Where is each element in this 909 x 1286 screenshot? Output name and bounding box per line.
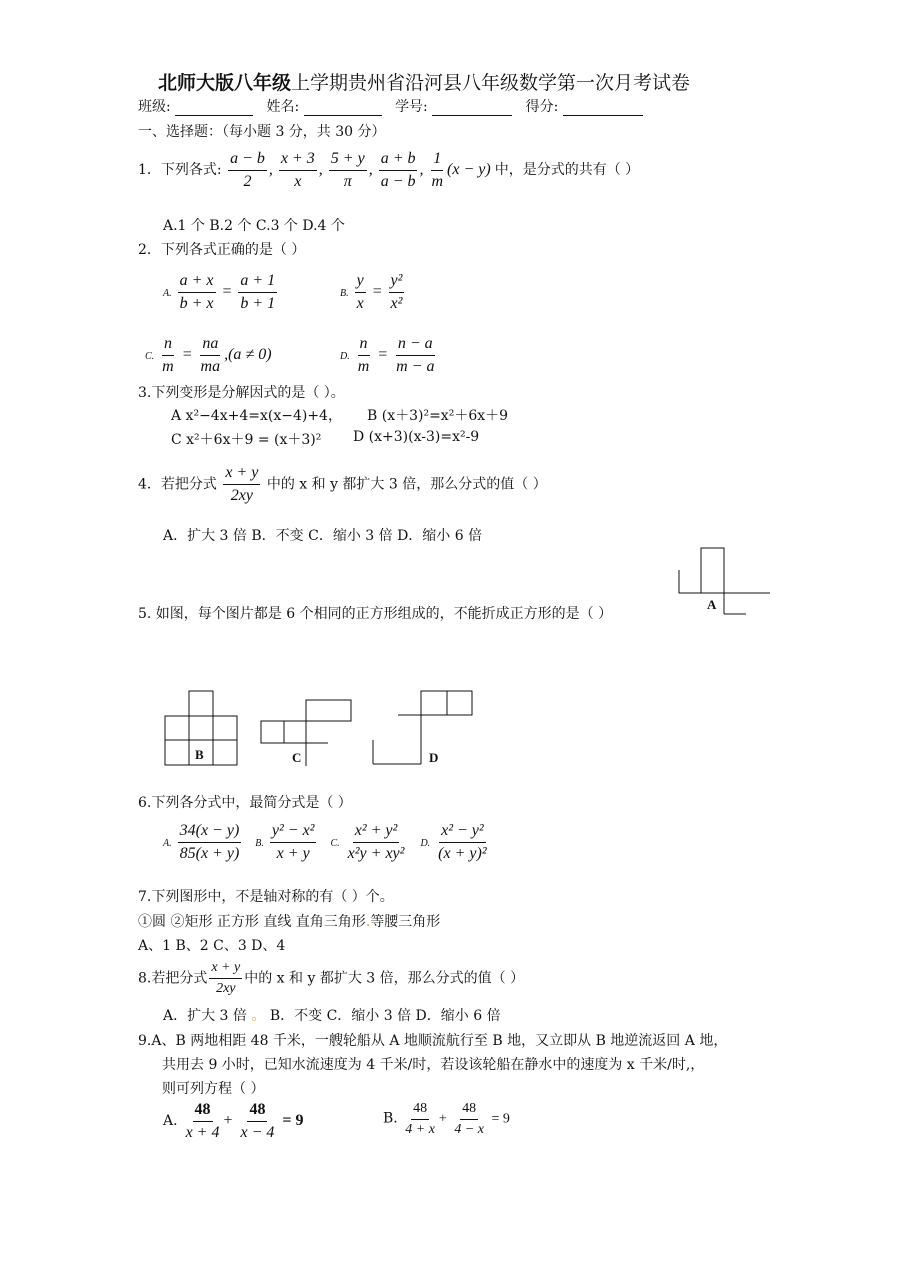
- q1-frac: $\frac{a - b}{2}$: [230, 150, 265, 190]
- id-label: 学号:: [395, 99, 428, 115]
- q6-frac-d: $\frac{\text{x² − y²}}{\text{(x + y)²}}$: [438, 822, 487, 862]
- name-label: 姓名:: [266, 99, 300, 115]
- title-bold: 北师大版八年级: [158, 72, 292, 94]
- q3-option-b: B (x＋3)²=x²＋6x＋9: [367, 408, 509, 424]
- q5-stem: 5. 如图，每个图片都是 6 个相同的正方形组成的，不能折成正方形的是（ ）: [138, 606, 613, 622]
- section-heading: 一、选择题：（每小题 3 分，共 30 分）: [138, 124, 386, 140]
- class-field[interactable]: [175, 101, 253, 116]
- q7-options: A、1 B、2 C、3 D、4: [138, 938, 286, 954]
- q6-frac-a: $\frac{34(x - y)}{85(x + y)}$: [179, 822, 240, 862]
- q7-stem: 7.下列图形中，不是轴对称的有（ ）个。: [138, 889, 394, 905]
- q1-tail: 中，是分式的共有（ ）: [494, 162, 640, 179]
- q8-fraction: $\frac{x + y}{2xy}$: [211, 960, 241, 996]
- q3-option-c: C x²＋6x＋9 = (x＋3)²: [171, 432, 322, 448]
- q6-stem: 6.下列各分式中，最简分式是（ ）: [138, 795, 352, 811]
- net-label-b: B: [195, 747, 204, 762]
- q1-row: [138, 150, 639, 191]
- q2-option-d: D. $\frac{n}{m}$ = $\frac{n - a}{m - a}$: [340, 335, 435, 375]
- q1-frac: $\frac{x + 3}{x}$: [280, 150, 315, 190]
- net-label-a: A: [707, 597, 717, 612]
- q7-items: ①圆 ②矩形 正方形 直线 直角三角形.等腰三角形: [138, 914, 441, 930]
- net-label-d: D: [429, 750, 439, 765]
- q3-stem: 3.下列变形是分解因式的是（ ）。: [138, 385, 345, 401]
- q3-option-a: A x²−4x+4=x(x−4)+4，: [171, 408, 342, 424]
- q6-frac-c: $\frac{\text{x² + y²}}{\text{x²y + xy²}}$: [347, 822, 405, 862]
- q8-row: 8.若把分式 $\frac{x + y}{2xy}$ 中的 x 和 y 都扩大 3 倍，那么分式的值（ ）: [138, 960, 525, 996]
- score-field[interactable]: [563, 101, 643, 116]
- q1-tail-expr: (x − y): [447, 161, 491, 179]
- net-figure-c: [258, 698, 354, 768]
- q9-option-b: B. $\frac{48}{4 + x}$ + $\frac{48}{4 - x}$ = 9: [383, 1101, 510, 1137]
- q1-stem: 1．下列各式:: [138, 162, 222, 179]
- q8-options: A．扩大 3 倍 。 B．不变 C．缩小 3 倍 D．缩小 6 倍: [163, 1008, 501, 1024]
- net-label-c: C: [292, 750, 302, 765]
- q2-stem: 2．下列各式正确的是（ ）: [138, 242, 306, 258]
- q1-options: A.1 个 B.2 个 C.3 个 D.4 个: [163, 218, 345, 234]
- q6-options: A. $\frac{34(x - y)}{85(x + y)}$ B. $\frac{\text{y² − x²}}{x + y}$ C. $\frac{\text{x² + y²}}{\text{x²y + xy²}}$ D. $\frac{\text{x² − y²}}{\text{(x + y)²}}$: [163, 822, 487, 862]
- q1-frac: $\frac{a + b}{a - b}$: [380, 150, 416, 190]
- q1-expressions: $\frac{a - b}{2}$ , $\frac{x + 3}{x}$ , $\frac{5 + y}{\pi}$ , $\frac{a + b}{a - b}$ , $\frac{1}{m}$ (x − y): [230, 150, 491, 190]
- q9-option-a: A. $\frac{48}{x + 4}$ + $\frac{48}{x - 4}$ = 9: [163, 1101, 304, 1141]
- class-label: 班级:: [138, 99, 171, 115]
- q1-frac: $\frac{5 + y}{\pi}$: [330, 150, 365, 190]
- page-title: [158, 68, 690, 95]
- id-field[interactable]: [432, 101, 512, 116]
- net-figure-d: [370, 688, 476, 768]
- q3-option-d: D (x+3)(x-3)=x²-9: [353, 429, 480, 445]
- q9-line2: 共用去 9 小时，已知水流速度为 4 千米/时，若设该轮船在静水中的速度为 x 千米/时,，: [162, 1057, 705, 1073]
- q4-options: A．扩大 3 倍 B．不变 C．缩小 3 倍 D．缩小 6 倍: [163, 528, 483, 544]
- q9-line1: 9.A、B 两地相距 48 千米，一艘轮船从 A 地顺流航行至 B 地，又立即从 B 地逆流返回 A 地，: [138, 1033, 728, 1049]
- q6-frac-b: $\frac{\text{y² − x²}}{x + y}$: [271, 822, 315, 862]
- name-field[interactable]: [304, 101, 382, 116]
- net-figure-b: [162, 690, 242, 768]
- q2-option-c: C. $\frac{n}{m}$ = $\frac{na}{ma}$ ,(a ≠ 0): [145, 335, 272, 375]
- net-figure-a: [676, 545, 776, 620]
- q9-line3: 则可列方程（ ）: [162, 1081, 265, 1097]
- info-row: [138, 96, 643, 116]
- score-label: 得分:: [525, 99, 559, 115]
- q2-option-b: B. $\frac{y}{x}$ = $\frac{\text{y²}}{\text{x²}}$: [340, 272, 403, 312]
- q2-option-a: A. $\frac{a + x}{b + x}$ = $\frac{a + 1}{b + 1}$: [163, 272, 276, 312]
- title-rest: 上学期贵州省沿河县八年级数学第一次月考试卷: [291, 72, 691, 94]
- q4-row: 4．若把分式 $\frac{x + y}{2xy}$ 中的 x 和 y 都扩大 3 倍，那么分式的值（ ）: [138, 464, 547, 504]
- q1-frac: $\frac{1}{m}$: [431, 150, 444, 190]
- q4-fraction: $\frac{x + y}{2xy}$: [225, 464, 259, 504]
